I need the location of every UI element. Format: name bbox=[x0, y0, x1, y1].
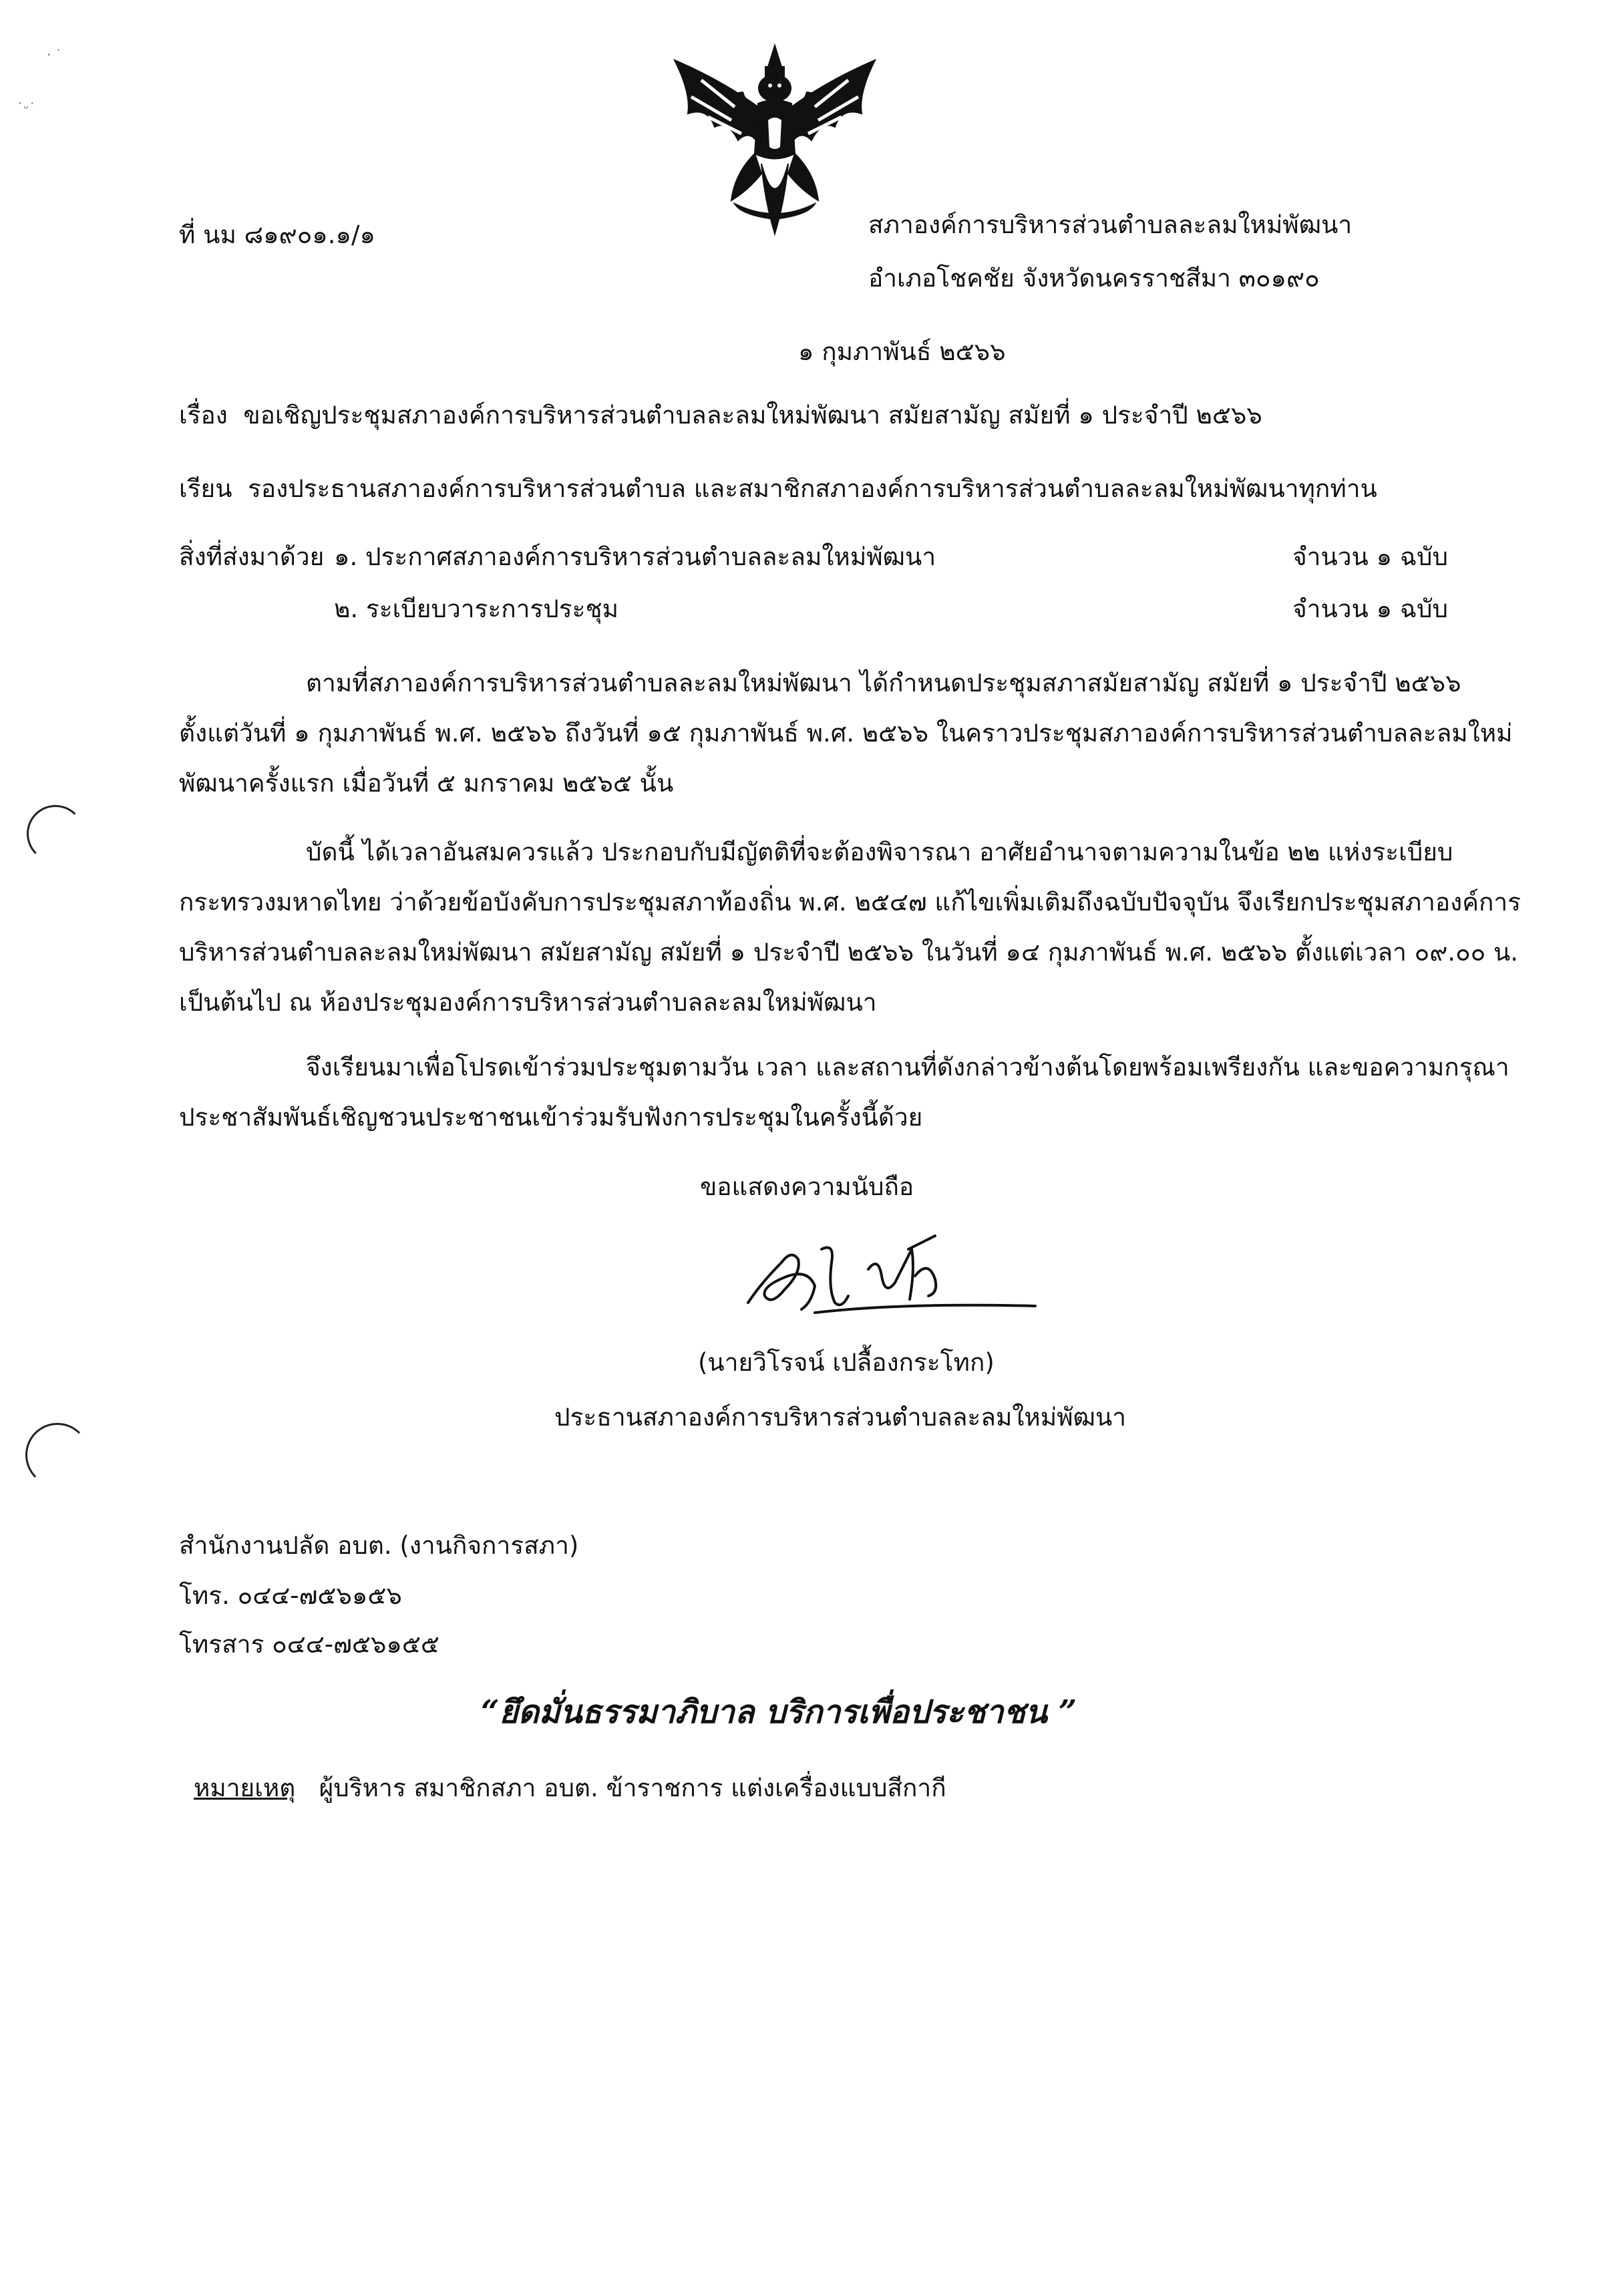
garuda-emblem-icon bbox=[661, 40, 888, 240]
body-paragraph-3 bbox=[179, 1042, 1522, 1142]
punch-hole-mark bbox=[27, 805, 84, 862]
addressee-label: เรียน bbox=[179, 474, 232, 503]
subject-text: ขอเชิญประชุมสภาองค์การบริหารส่วนตำบลละลมใหม่พัฒนา สมัยสามัญ สมัยที่ ๑ ประจำปี ๒๕๖๖ bbox=[243, 401, 1262, 430]
paragraph-text: จึงเรียนมาเพื่อโปรดเข้าร่วมประชุมตามวัน เวลา และสถานที่ดังกล่าวข้างต้นโดยพร้อมเพรียงกัน และขอความกรุณาประชาสัมพันธ์เชิญชวนประชาชนเข้าร่วมรับฟังการประชุมในครั้งนี้ด้วย bbox=[179, 1053, 1509, 1132]
motto: “ยึดมั่นธรรมาภิบาล บริการเพื่อประชาชน ” bbox=[481, 1693, 1077, 1731]
note-line bbox=[194, 1774, 946, 1803]
enclosure-quantity: จำนวน ๑ ฉบับ bbox=[1292, 542, 1449, 571]
reference-number: ที่ นม ๘๑๙๐๑.๑/๑ bbox=[179, 220, 375, 249]
scan-speck: ˙ᵕ˙ bbox=[17, 100, 36, 116]
closing-regards: ขอแสดงความนับถือ bbox=[700, 1172, 914, 1201]
enclosure-item: ๒. ระเบียบวาระการประชุม bbox=[334, 595, 619, 623]
organization-name: สภาองค์การบริหารส่วนตำบลละลมใหม่พัฒนา bbox=[868, 210, 1353, 239]
body-paragraph-1 bbox=[179, 658, 1522, 808]
paragraph-text: บัดนี้ ได้เวลาอันสมควรแล้ว ประกอบกับมีญัตติที่จะต้องพิจารณา อาศัยอำนาจตามความในข้อ ๒๒ แห่งระเบียบกระทรวงมหาดไทย ว่าด้วยข้อบังคับการประชุมสภาท้องถิ่น พ.ศ. ๒๕๔๗ แก้ไขเพิ่มเติมถึงฉบับปัจจุบัน จึงเรียกประชุมสภาองค์การบริหารส่วนตำบลละลมใหม่พัฒนา สมัยสามัญ สมัยที่ ๑ ประจำปี ๒๕๖๖ ในวันที่ ๑๔ กุมภาพันธ์ พ.ศ. ๒๕๖๖ ตั้งแต่เวลา ๐๙.๐๐ น. เป็นต้นไป ณ ห้องประชุมองค์การบริหารส่วนตำบลละลมใหม่พัฒนา bbox=[179, 838, 1522, 1017]
contact-fax: โทรสาร ๐๔๔-๗๕๖๑๕๕ bbox=[179, 1630, 439, 1659]
body-paragraph-2 bbox=[179, 827, 1522, 1027]
contact-phone: โทร. ๐๔๔-๗๕๖๑๕๖ bbox=[179, 1581, 402, 1610]
addressee-text: รองประธานสภาองค์การบริหารส่วนตำบล และสมาชิกสภาองค์การบริหารส่วนตำบลละลมใหม่พัฒนาทุกท่าน bbox=[248, 474, 1377, 503]
enclosure-quantity: จำนวน ๑ ฉบับ bbox=[1292, 595, 1449, 623]
enclosures-label: สิ่งที่ส่งมาด้วย bbox=[179, 542, 325, 571]
scan-speck: · ˙ bbox=[47, 47, 62, 63]
punch-hole-mark bbox=[25, 1423, 90, 1487]
handwritten-signature bbox=[735, 1222, 1049, 1336]
enclosure-item: ๑. ประกาศสภาองค์การบริหารส่วนตำบลละลมใหม่พัฒนา bbox=[334, 542, 936, 571]
note-label: หมายเหตุ bbox=[194, 1774, 296, 1802]
organization-address: อำเภอโชคชัย จังหวัดนครราชสีมา ๓๐๑๙๐ bbox=[868, 264, 1320, 293]
addressee-line bbox=[179, 474, 1377, 504]
note-text: ผู้บริหาร สมาชิกสภา อบต. ข้าราชการ แต่งเครื่องแบบสีกากี bbox=[319, 1774, 946, 1802]
letter-date: ๑ กุมภาพันธ์ ๒๕๖๖ bbox=[798, 337, 1006, 366]
signer-title: ประธานสภาองค์การบริหารส่วนตำบลละลมใหม่พัฒนา bbox=[554, 1403, 1127, 1432]
subject-label: เรื่อง bbox=[179, 401, 228, 430]
contact-office: สำนักงานปลัด อบต. (งานกิจการสภา) bbox=[179, 1531, 579, 1560]
paragraph-text: ตามที่สภาองค์การบริหารส่วนตำบลละลมใหม่พัฒนา ได้กำหนดประชุมสภาสมัยสามัญ สมัยที่ ๑ ประจำปี ๒๕๖๖ ตั้งแต่วันที่ ๑ กุมภาพันธ์ พ.ศ. ๒๕๖๖ ถึงวันที่ ๑๕ กุมภาพันธ์ พ.ศ. ๒๕๖๖ ในคราวประชุมสภาองค์การบริหารส่วนตำบลละลมใหม่พัฒนาครั้งแรก เมื่อวันที่ ๕ มกราคม ๒๕๖๕ นั้น bbox=[179, 669, 1513, 798]
subject-line bbox=[179, 401, 1262, 430]
signer-name: (นายวิโรจน์ เปลื้องกระโทก) bbox=[698, 1348, 995, 1377]
